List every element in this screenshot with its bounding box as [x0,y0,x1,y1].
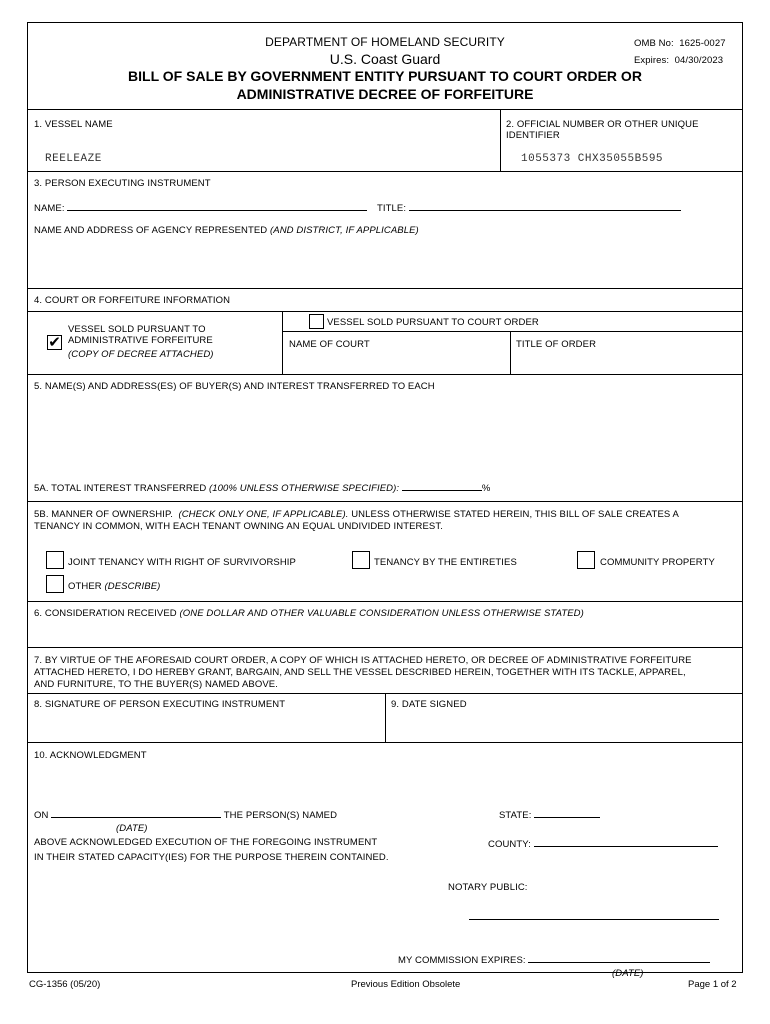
ownership-text-line1 [34,509,679,520]
total-interest-input[interactable] [402,482,482,491]
community-property-checkbox[interactable] [577,551,595,569]
divider [510,331,511,374]
official-number-label-line1: 2. OFFICIAL NUMBER OR OTHER UNIQUE [506,119,699,130]
notary-signature-input[interactable] [469,919,719,920]
form-id: CG-1356 (05/20) [29,979,101,990]
form-title-line2: ADMINISTRATIVE DECREE OF FORFEITURE [236,86,534,102]
bill-of-sale-form [27,22,743,979]
title-input[interactable] [409,202,681,211]
commission-line [398,954,710,966]
acknowledgment-line3: IN THEIR STATED CAPACITY(IES) FOR THE PURPOSE THEREIN CONTAINED. [34,852,389,863]
person-executing-label: 3. PERSON EXECUTING INSTRUMENT [34,178,211,189]
grant-text-line1: 7. BY VIRTUE OF THE AFORESAID COURT ORDER, A COPY OF WHICH IS ATTACHED HERETO, OR DECREE OF ADMINISTRATIVE FORFEITURE [34,655,692,666]
joint-tenancy-checkbox[interactable] [46,551,64,569]
court-order-checkbox[interactable] [309,314,324,329]
other-note: (DESCRIBE) [104,581,161,592]
section-6 [28,601,742,647]
title-label: TITLE: [377,203,407,214]
section-5b [28,501,742,601]
expires-value: 04/30/2023 [674,55,724,66]
buyers-label: 5. NAME(S) AND ADDRESS(ES) OF BUYER(S) AND INTEREST TRANSFERRED TO EACH [34,381,435,392]
other-ownership-label [68,581,160,592]
percent-sign: % [481,483,491,494]
tenancy-entireties-label: TENANCY BY THE ENTIRETIES [374,557,517,568]
consideration-label: 6. CONSIDERATION RECEIVED [34,608,177,619]
admin-forfeiture-label-line3: (COPY OF DECREE ATTACHED) [68,349,214,360]
on-date-line [34,809,337,821]
ownership-label: 5B. MANNER OF OWNERSHIP. [34,509,173,520]
acknowledgment-date-input[interactable] [51,809,221,818]
court-order-label: VESSEL SOLD PURSUANT TO COURT ORDER [327,317,539,328]
divider [28,311,742,312]
expiration-date [634,55,723,66]
section-8-9 [28,693,742,742]
admin-forfeiture-label-line2: ADMINISTRATIVE FORFEITURE [68,335,213,346]
community-property-label: COMMUNITY PROPERTY [600,557,715,568]
form-title-line1: BILL OF SALE BY GOVERNMENT ENTITY PURSUANT TO COURT ORDER OR [128,68,642,84]
other-ownership-checkbox[interactable] [46,575,64,593]
ownership-text1: UNLESS OTHERWISE STATED HEREIN, THIS BILL OF SALE CREATES A [348,509,679,520]
agency-label-text: NAME AND ADDRESS OF AGENCY REPRESENTED [34,225,268,236]
agency-heading: U.S. Coast Guard [329,51,441,67]
section-1-2 [28,109,742,171]
section-7 [28,647,742,693]
vessel-name-label: 1. VESSEL NAME [34,119,113,130]
section-10 [28,742,742,979]
county-label: COUNTY: [488,839,531,850]
department-heading: DEPARTMENT OF HOMELAND SECURITY [265,35,505,49]
consideration-note: (ONE DOLLAR AND OTHER VALUABLE CONSIDERATION UNLESS OTHERWISE STATED) [179,608,584,619]
tenancy-entireties-checkbox[interactable] [352,551,370,569]
county-input[interactable] [534,838,718,847]
admin-forfeiture-checkbox[interactable] [47,335,62,350]
agency-label [34,225,419,236]
divider [282,311,283,374]
section-4 [28,288,742,374]
persons-named-label: THE PERSON(S) NAMED [223,810,338,821]
acknowledgment-label: 10. ACKNOWLEDGMENT [34,750,147,761]
ownership-text-line2: TENANCY IN COMMON, WITH EACH TENANT OWNING AN EQUAL UNDIVIDED INTEREST. [34,521,443,532]
total-interest-note: (100% UNLESS OTHERWISE SPECIFIED): [209,483,400,494]
section-5 [28,374,742,501]
other-label: OTHER [68,581,102,592]
omb-label: OMB No: [634,38,674,49]
divider [385,694,386,743]
divider [282,331,742,332]
name-of-court-label: NAME OF COURT [289,339,370,350]
previous-edition-note: Previous Edition Obsolete [351,979,461,990]
notary-public-label: NOTARY PUBLIC: [448,882,528,893]
title-of-order-label: TITLE OF ORDER [516,339,597,350]
total-interest-label: 5A. TOTAL INTEREST TRANSFERRED [34,483,207,494]
section-3 [28,171,742,288]
omb-number [634,38,726,49]
title-line [377,202,681,214]
state-line [499,809,600,821]
state-input[interactable] [534,809,600,818]
consideration-line [34,608,584,619]
signature-label: 8. SIGNATURE OF PERSON EXECUTING INSTRUMENT [34,699,286,710]
divider [500,110,501,172]
name-input[interactable] [67,202,367,211]
official-number-label-line2: IDENTIFIER [506,130,560,141]
court-info-label: 4. COURT OR FORFEITURE INFORMATION [34,295,231,306]
admin-forfeiture-label-line1: VESSEL SOLD PURSUANT TO [68,324,206,335]
official-number-value[interactable]: 1055373 CHX35055B595 [521,153,664,165]
joint-tenancy-label: JOINT TENANCY WITH RIGHT OF SURVIVORSHIP [68,557,296,568]
grant-text-line2: ATTACHED HERETO, I DO HEREBY GRANT, BARGAIN, AND SELL THE VESSEL DESCRIBED HEREIN, TOGETHER WITH ITS TACKLE, APPAREL, [34,667,686,678]
ownership-note: (CHECK ONLY ONE, IF APPLICABLE). [178,509,349,520]
agency-label-note: (AND DISTRICT, IF APPLICABLE) [270,225,419,236]
expires-label: Expires: [634,55,670,66]
commission-date-note: (DATE) [612,968,644,979]
name-line [34,202,367,214]
name-label: NAME: [34,203,65,214]
date-signed-label: 9. DATE SIGNED [391,699,467,710]
date-note: (DATE) [116,823,148,834]
grant-text-line3: AND FURNITURE, TO THE BUYER(S) NAMED ABOVE. [34,679,278,690]
vessel-name-value[interactable]: REELEAZE [45,153,102,165]
commission-input[interactable] [528,954,710,963]
acknowledgment-line2: ABOVE ACKNOWLEDGED EXECUTION OF THE FOREGOING INSTRUMENT [34,837,378,848]
omb-value: 1625-0027 [679,38,726,49]
state-label: STATE: [499,810,532,821]
check-mark-icon: ✔ [48,334,61,351]
commission-label: MY COMMISSION EXPIRES: [398,955,526,966]
on-label: ON [34,810,49,821]
page-number: Page 1 of 2 [688,979,737,990]
total-interest-line [34,482,490,494]
county-line [488,838,718,850]
